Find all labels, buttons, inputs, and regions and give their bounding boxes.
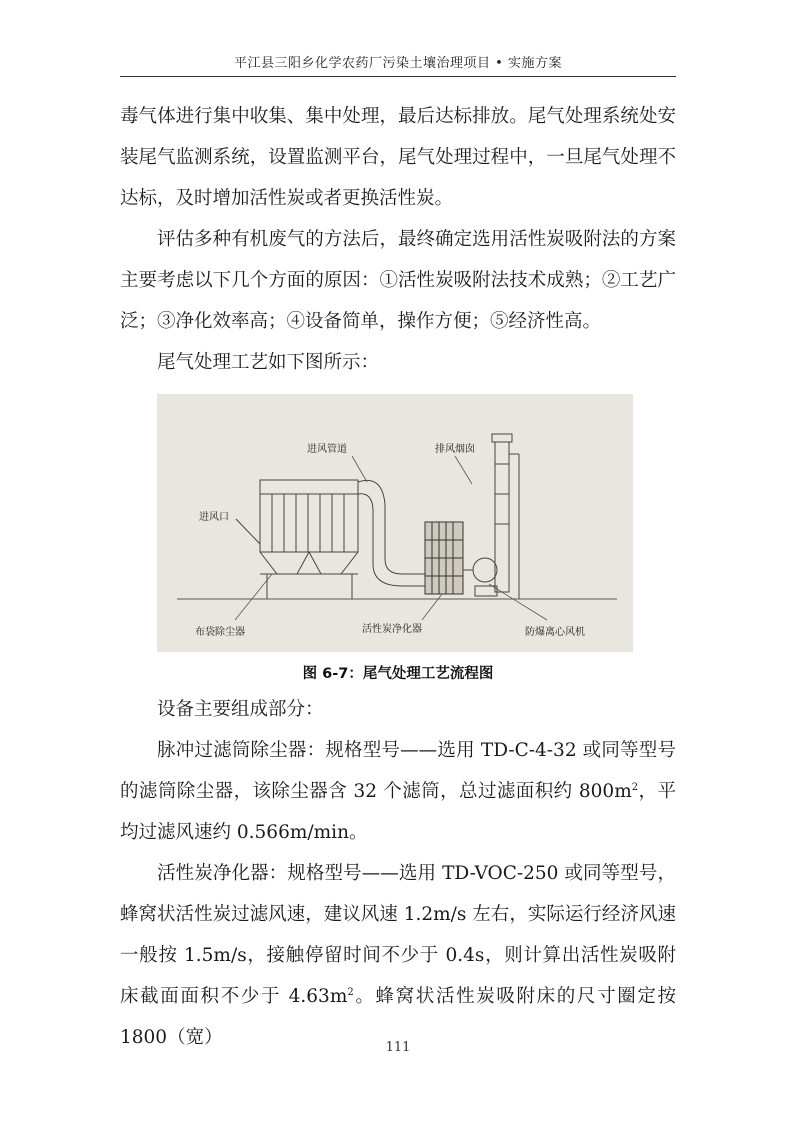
carbon-purifier-drawing xyxy=(425,522,463,594)
paragraph-6-superscript: 2 xyxy=(347,986,354,998)
label-carbon-purifier: 活性炭净化器 xyxy=(362,624,422,635)
paragraph-6 xyxy=(120,853,676,1058)
paragraph-6-text-end: 。蜂窝状活性炭吸附床的尺寸圈定按 1800（宽） xyxy=(120,986,676,1048)
paragraph-5-text-end: ，平均过滤风速约 0.566m/min。 xyxy=(120,781,676,843)
paragraph-2: 评估多种有机废气的方法后，最终确定选用活性炭吸附法的方案主要考虑以下几个方面的原因：①活性炭吸附法技术成熟；②工艺广泛；③净化效率高；④设备简单，操作方便；⑤经济性高。 xyxy=(120,229,676,332)
paragraph-5-text: 脉冲过滤筒除尘器：规格型号——选用 TD-C-4-32 或同等型号的滤筒除尘器，该除尘器含 32 个滤筒，总过滤面积约 800m xyxy=(120,740,676,802)
page-number: 111 xyxy=(385,1040,411,1055)
paragraph-5-superscript: 2 xyxy=(631,781,639,793)
label-bag-filter: 布袋除尘器 xyxy=(195,627,245,638)
paragraph-1: 毒气体进行集中收集、集中处理，最后达标排放。尾气处理系统处安装尾气监测系统，设置监测平台，尾气处理过程中，一旦尾气处理不达标，及时增加活性炭或者更换活性炭。 xyxy=(120,106,676,209)
process-flow-diagram xyxy=(157,394,633,652)
page-header: 平江县三阳乡化学农药厂污染土壤治理项目 • 实施方案 xyxy=(234,56,562,71)
paragraph-6-text: 活性炭净化器：规格型号——选用 TD-VOC-250 或同等型号，蜂窝状活性炭过滤风速，建议风速 1.2m/s 左右，实际运行经济风速一般按 1.5m/s，接触停留时间不少于 0.4s，则计算出活性炭吸附床截面面积不少于 4.63m xyxy=(120,863,676,1007)
label-inlet-duct: 进风管道 xyxy=(307,444,347,455)
label-exhaust-stack: 排风烟囱 xyxy=(435,444,475,455)
paragraph-4: 设备主要组成部分： xyxy=(157,699,324,720)
label-fan: 防爆离心风机 xyxy=(525,627,585,638)
header-rule xyxy=(120,76,676,77)
label-air-inlet: 进风口 xyxy=(199,512,229,523)
paragraph-5 xyxy=(120,730,676,853)
process-flow-figure xyxy=(157,394,633,652)
paragraph-3: 尾气处理工艺如下图所示： xyxy=(157,352,380,373)
figure-caption: 图 6-7：尾气处理工艺流程图 xyxy=(302,666,494,682)
